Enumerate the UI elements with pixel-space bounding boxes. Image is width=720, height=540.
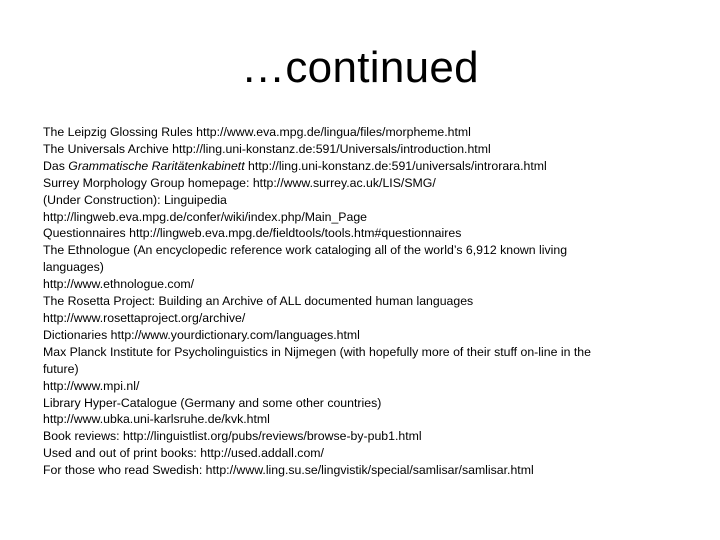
resource-swedish: For those who read Swedish: http://www.ling.su.se/lingvistik/special/samlisar/samlisar.html bbox=[43, 463, 534, 478]
resource-kvk-url: http://www.ubka.uni-karlsruhe.de/kvk.html bbox=[43, 412, 270, 427]
resource-library-catalogue: Library Hyper-Catalogue (Germany and some other countries) bbox=[43, 395, 382, 410]
resource-ethnologue-url: http://www.ethnologue.com/ bbox=[43, 277, 195, 292]
resource-ethnologue: The Ethnologue (An encyclopedic reference work cataloging all of the world’s 6,912 known living languages) bbox=[43, 243, 568, 275]
raritaetenkabinett-title: Grammatische Raritätenkabinett bbox=[68, 158, 245, 173]
resource-used-books: Used and out of print books: http://used.addall.com/ bbox=[43, 446, 324, 461]
resource-universals-archive: The Universals Archive http://ling.uni-konstanz.de:591/Universals/introduction.html bbox=[43, 141, 491, 156]
resource-rosetta-project: The Rosetta Project: Building an Archive of ALL documented human languages bbox=[43, 294, 474, 309]
resource-rosetta-url: http://www.rosettaproject.org/archive/ bbox=[43, 310, 246, 325]
resource-surrey-morphology: Surrey Morphology Group homepage: http://www.surrey.ac.uk/LIS/SMG/ bbox=[43, 175, 436, 190]
raritaetenkabinett-url: http://ling.uni-konstanz.de:591/universals/introrara.html bbox=[244, 158, 547, 173]
resource-dictionaries: Dictionaries http://www.yourdictionary.com/languages.html bbox=[43, 327, 360, 342]
resource-questionnaires: Questionnaires http://lingweb.eva.mpg.de/fieldtools/tools.htm#questionnaires bbox=[43, 226, 462, 241]
resource-linguipedia: (Under Construction): Linguipedia bbox=[43, 192, 227, 207]
resource-mpi-url: http://www.mpi.nl/ bbox=[43, 378, 140, 393]
resource-list bbox=[43, 124, 623, 479]
resource-raritaetenkabinett bbox=[43, 158, 623, 175]
resource-leipzig-glossing-rules: The Leipzig Glossing Rules http://www.eva.mpg.de/lingua/files/morpheme.html bbox=[43, 125, 471, 139]
resource-book-reviews: Book reviews: http://linguistlist.org/pubs/reviews/browse-by-pub1.html bbox=[43, 429, 422, 444]
raritaetenkabinett-prefix: Das bbox=[43, 158, 69, 173]
slide-title: …continued bbox=[241, 43, 479, 92]
resource-linguipedia-url: http://lingweb.eva.mpg.de/confer/wiki/index.php/Main_Page bbox=[43, 209, 368, 224]
resource-max-planck: Max Planck Institute for Psycholinguistics in Nijmegen (with hopefully more of their stuff on-line in the future) bbox=[43, 344, 591, 376]
